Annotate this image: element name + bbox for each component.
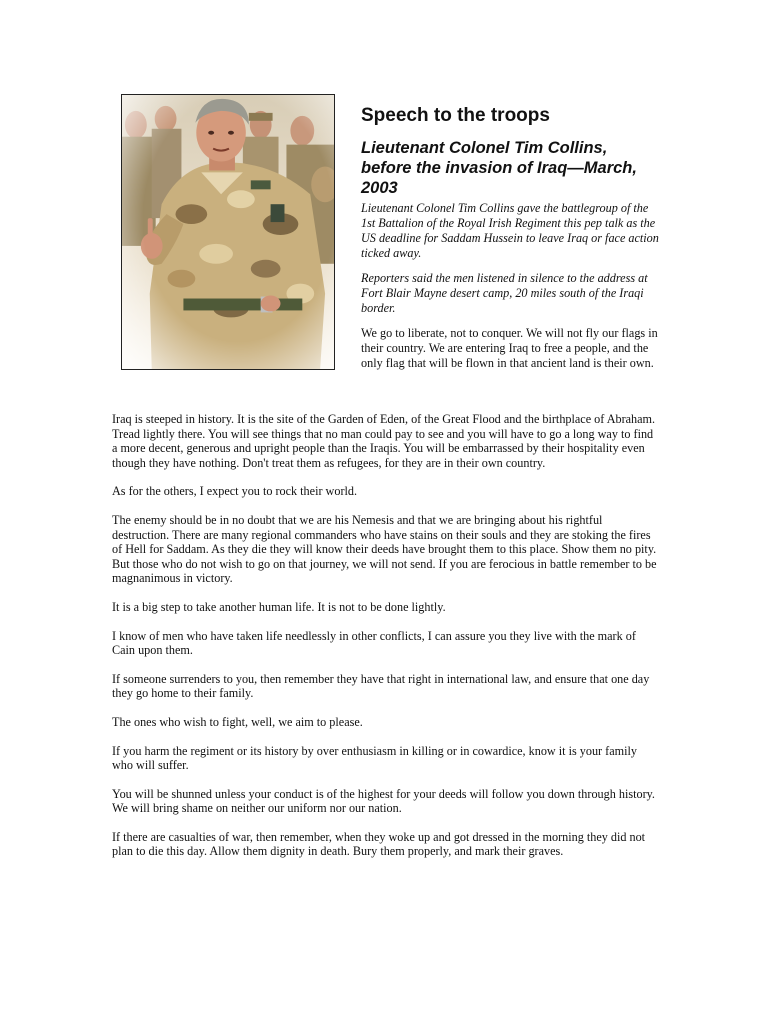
intro-paragraph: Reporters said the men listened in silence to the address at Fort Blair Mayne desert camp, 20 miles south of the Iraqi border. <box>361 271 648 315</box>
speech-body <box>112 412 658 873</box>
page-title: Speech to the troops <box>361 105 550 126</box>
soldier-photo <box>121 94 335 370</box>
speech-paragraph: We go to liberate, not to conquer. We will not fly our flags in their country. We are entering Iraq to free a people, and the only flag that will be flown in that ancient land is their own. <box>361 326 658 370</box>
speech-paragraph: It is a big step to take another human life. It is not to be done lightly. <box>112 599 446 614</box>
speech-paragraph: I know of men who have taken life needlessly in other conflicts, I can assure you they live with the mark of Cain upon them. <box>112 628 636 658</box>
speech-paragraph: The enemy should be in no doubt that we are his Nemesis and that we are bringing about his rightful destruction. There are many regional commanders who have stains on their souls and they are stoking the fires of Hell for Saddam. As they die they will know their deeds have brought them to this place. Show them no pity. But those who do not wish to go on that journey, we will not send. If you are ferocious in battle remember to be magnanimous in victory. <box>112 512 657 586</box>
speech-paragraph: You will be shunned unless your conduct is of the highest for your deeds will follow you down through history. We will bring shame on neither our uniform nor our nation. <box>112 786 655 816</box>
speech-paragraph: Iraq is steeped in history. It is the site of the Garden of Eden, of the Great Flood and the birthplace of Abraham. Tread lightly there. You will see things that no man could pay to see and you will have to go a long way to find a more decent, generous and upright people than the Iraqis. You will be embarrassed by their hospitality even though they have nothing. Don't treat them as refugees, for they are in their own country. <box>112 412 656 470</box>
speech-paragraph: The ones who wish to fight, well, we aim to please. <box>112 714 363 729</box>
speech-paragraph: If you harm the regiment or its history by over enthusiasm in killing or in cowardice, know it is your family who will suffer. <box>112 743 637 773</box>
soldier-photo-icon <box>122 95 334 369</box>
speech-paragraph: If someone surrenders to you, then remember they have that right in international law, and ensure that one day they go home to their family. <box>112 671 650 701</box>
speech-paragraph: As for the others, I expect you to rock their world. <box>112 484 358 499</box>
page-subtitle: Lieutenant Colonel Tim Collins, before the invasion of Iraq—March, 2003 <box>361 139 637 197</box>
header-column <box>361 104 661 371</box>
speech-paragraph: If there are casualties of war, then remember, when they woke up and got dressed in the morning they did not plan to die this day. Allow them dignity in death. Bury them properly, and mark their graves. <box>112 829 646 859</box>
intro-paragraph: Lieutenant Colonel Tim Collins gave the battlegroup of the 1st Battalion of the Royal Irish Regiment this pep talk as the US deadline for Saddam Hussein to leave Iraq or face action ticked away. <box>361 201 659 260</box>
